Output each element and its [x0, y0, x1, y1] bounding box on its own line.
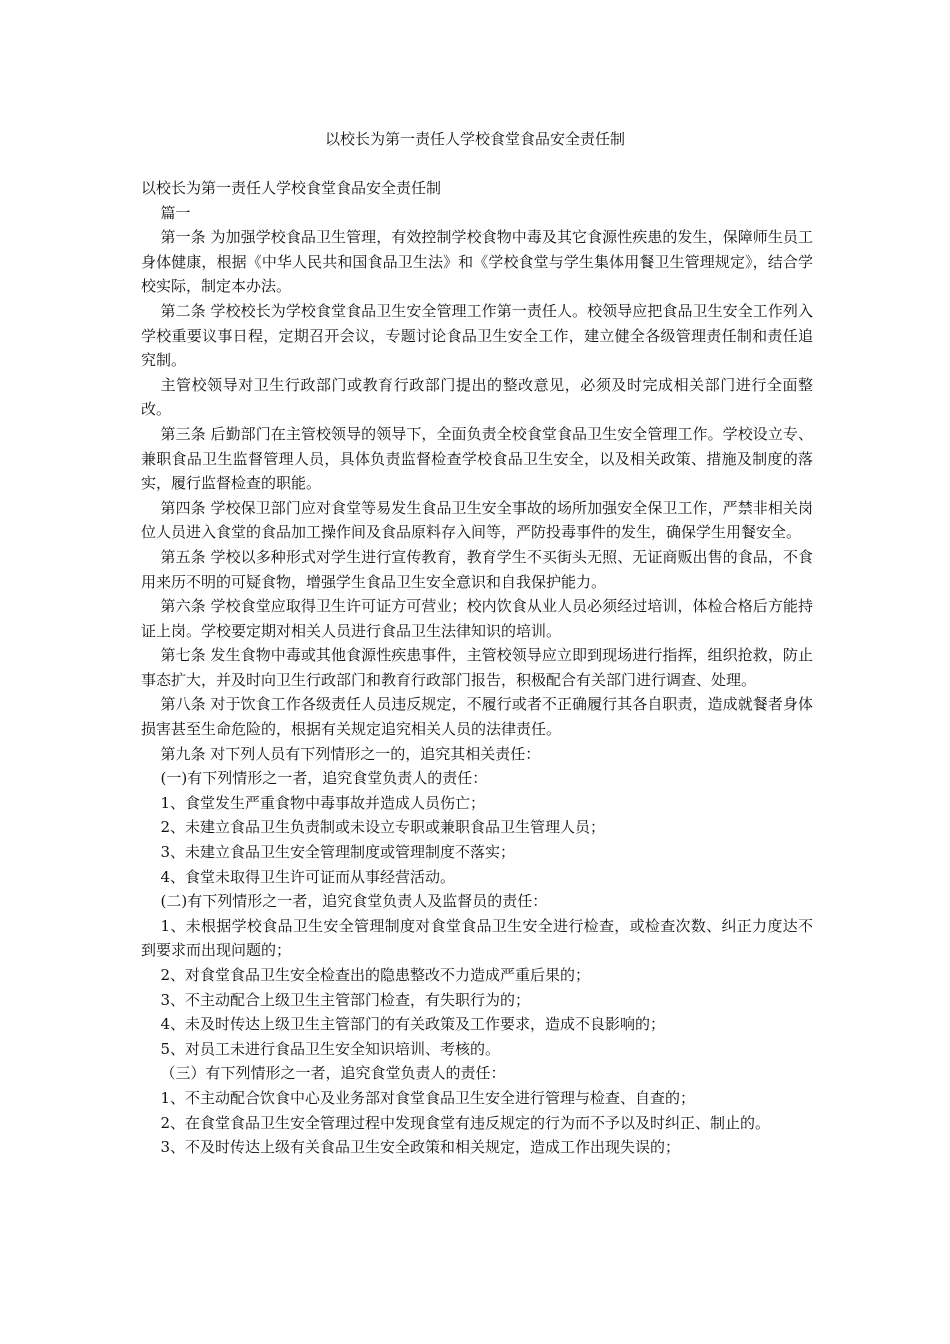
list-item: 4、未及时传达上级卫生主管部门的有关政策及工作要求，造成不良影响的；	[160, 1015, 666, 1034]
paragraph-article-6: 第六条 学校食堂应取得卫生许可证方可营业；校内饮食从业人员必须经过培训，体检合格后方能持证上岗。学校要定期对相关人员进行食品卫生法律知识的培训。	[141, 597, 813, 640]
paragraph-article-8: 第八条 对于饮食工作各级责任人员违反规定，不履行或者不正确履行其各自职责，造成就餐者身体损害甚至生命危险的，根据有关规定追究相关人员的法律责任。	[141, 695, 813, 739]
document-body	[141, 176, 813, 1160]
paragraph-article-2-supplement: 主管校领导对卫生行政部门或教育行政部门提出的整改意见，必须及时完成相关部门进行全面整改。	[141, 375, 813, 419]
paragraph-article-7: 第七条 发生食物中毒或其他食源性疾患事件，主管校领导应立即到现场进行指挥，组织抢救，防止事态扩大，并及时向卫生行政部门和教育行政部门报告，积极配合有关部门进行调查、处理。	[141, 646, 813, 689]
list-item: 2、在食堂食品卫生安全管理过程中发现食堂有违反规定的行为而不予以及时纠正、制止的。	[160, 1113, 771, 1132]
paragraph-article-3: 第三条 后勤部门在主管校领导的领导下，全面负责全校食堂食品卫生安全管理工作。学校设立专、兼职食品卫生监督管理人员，具体负责监督检查学校食品卫生安全，以及相关政策、措施及制度的落实，履行监督检查的职能。	[141, 424, 813, 493]
document-subtitle: 以校长为第一责任人学校食堂食品安全责任制	[141, 179, 442, 197]
list-heading-2: (二)有下列情形之一者，追究食堂负责人及监督员的责任：	[160, 892, 548, 911]
list-item: 1、未根据学校食品卫生安全管理制度对食堂食品卫生安全进行检查，或检查次数、纠正力度达不到要求而出现问题的；	[141, 916, 813, 960]
list-item: 1、不主动配合饮食中心及业务部对食堂食品卫生安全进行管理与检查、自查的；	[160, 1088, 696, 1107]
list-heading-3: （三）有下列情形之一者，追究食堂负责人的责任：	[160, 1064, 506, 1083]
list-item: 2、未建立食品卫生负责制或未设立专职或兼职食品卫生管理人员；	[160, 818, 606, 837]
paragraph-article-9: 第九条 对下列人员有下列情形之一的，追究其相关责任：	[160, 744, 541, 763]
list-heading-1: (一)有下列情形之一者，追究食堂负责人的责任：	[160, 769, 488, 788]
section-heading: 篇一	[160, 203, 191, 222]
list-item: 1、食堂发生严重食物中毒事故并造成人员伤亡；	[160, 793, 486, 812]
paragraph-article-1: 第一条 为加强学校食品卫生管理，有效控制学校食物中毒及其它食源性疾患的发生，保障师生员工身体健康，根据《中华人民共和国食品卫生法》和《学校食堂与学生集体用餐卫生管理规定》，结合学校实际，制定本办法。	[141, 228, 813, 296]
list-item: 3、不主动配合上级卫生主管部门检查，有失职行为的；	[160, 990, 531, 1009]
paragraph-article-2: 第二条 学校校长为学校食堂食品卫生安全管理工作第一责任人。校领导应把食品卫生安全工作列入学校重要议事日程，定期召开会议，专题讨论食品卫生安全工作，建立健全各级管理责任制和责任追究制。	[141, 301, 813, 370]
paragraph-article-5: 第五条 学校以多种形式对学生进行宣传教育，教育学生不买街头无照、无证商贩出售的食品，不食用来历不明的可疑食物，增强学生食品卫生安全意识和自我保护能力。	[141, 547, 813, 591]
document-title: 以校长为第一责任人学校食堂食品安全责任制	[324, 130, 625, 148]
list-item: 5、对员工未进行食品卫生安全知识培训、考核的。	[160, 1039, 501, 1058]
list-item: 3、不及时传达上级有关食品卫生安全政策和相关规定，造成工作出现失误的；	[160, 1138, 681, 1157]
list-item: 2、对食堂食品卫生安全检查出的隐患整改不力造成严重后果的；	[160, 966, 591, 984]
list-item: 3、未建立食品卫生安全管理制度或管理制度不落实；	[160, 843, 516, 862]
list-item: 4、食堂未取得卫生许可证而从事经营活动。	[160, 867, 456, 886]
paragraph-article-4: 第四条 学校保卫部门应对食堂等易发生食品卫生安全事故的场所加强安全保卫工作，严禁非相关岗位人员进入食堂的食品加工操作间及食品原料存入间等，严防投毒事件的发生，确保学生用餐安全。	[141, 498, 813, 542]
